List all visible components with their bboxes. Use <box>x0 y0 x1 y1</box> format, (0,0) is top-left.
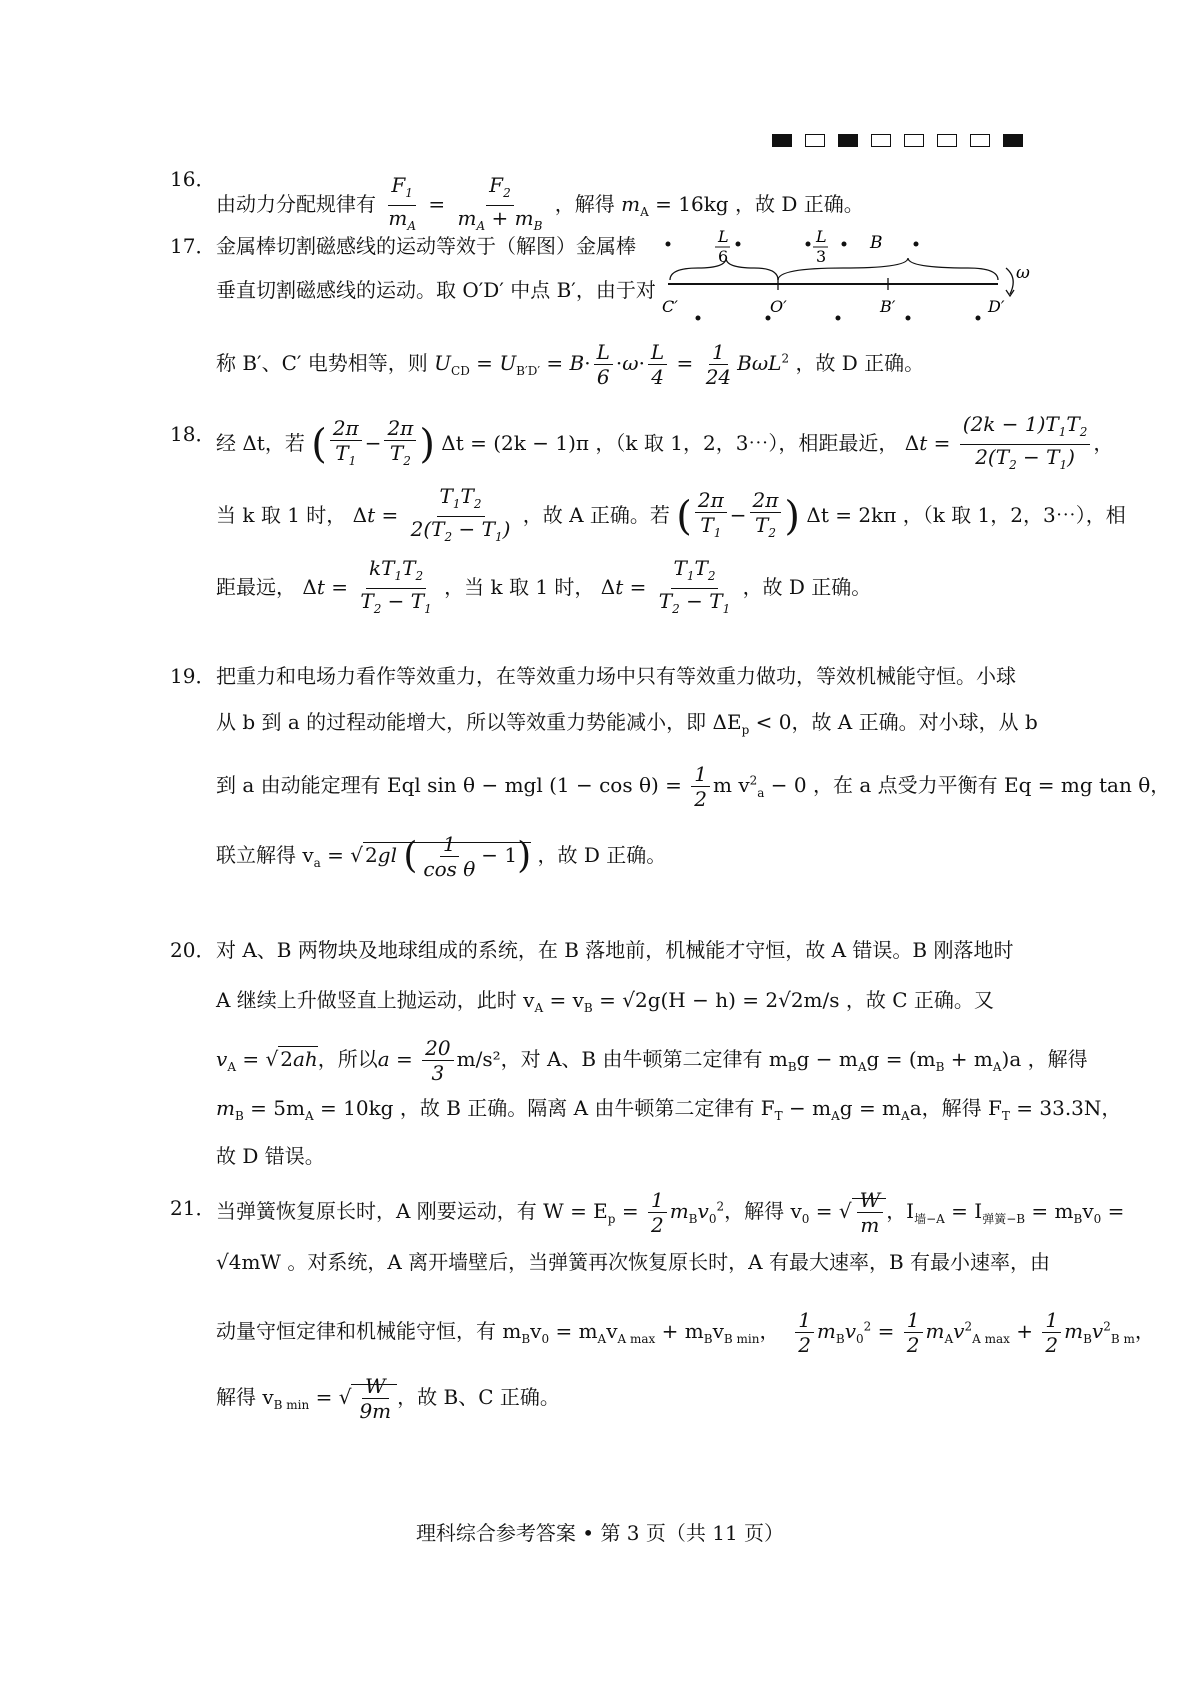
question-number: 17． <box>170 234 216 258</box>
label-O-prime: O′ <box>770 297 787 316</box>
answer-18-line-2: 当 k 取 1 时， Δt = $\frac{T_1T_2}{2(T_2 - T_1)}$ ，故 A 正确。若 ( $\frac{2\pi}{T_1}$ − $\frac{2\pi}{T_2}$ ) Δt = 2kπ ，（k 取 1，2，3⋯），相 <box>216 484 1126 544</box>
answer-21-line-2: √4mW 。对系统，A 离开墙壁后，当弹簧再次恢复原长时，A 有最大速率，B 有最小速率，由 <box>216 1250 1051 1274</box>
fraction: $\frac{F_1}{m_A}$ <box>388 173 416 233</box>
header-mark <box>805 134 825 147</box>
header-mark <box>904 134 924 147</box>
answer-17-line-1: 金属棒切割磁感线的运动等效于（解图）金属棒 <box>216 234 636 258</box>
question-number: 21． <box>170 1196 216 1220</box>
label-C-prime: C′ <box>662 297 678 316</box>
header-marks <box>772 134 1023 147</box>
label-D-prime: D′ <box>988 297 1005 316</box>
header-mark <box>970 134 990 147</box>
label-B: B <box>870 233 883 253</box>
page-footer: 理科综合参考答案 • 第 3 页（共 11 页） <box>415 1521 785 1545</box>
answer-20-line-3: $v_A$ = √ 2ah，所以a = $\frac{20}{3}$ m/s²，对 A、B 由牛顿第二定律有 $m_Bg - m_Ag = (m_B + m_A)a$ ，解得 <box>216 1036 1088 1085</box>
answer-17-line-3: 称 B′、C′ 电势相等，则 $U_{CD} = U_{B'D'} = B\cdot$ $\frac{L}{6}$ ·ω· $\frac{L}{4}$ = $\frac{1}{24}$ BωL$^2$ ，故 D 正确。 <box>216 340 925 389</box>
header-mark <box>937 134 957 147</box>
label-omega: ω <box>1016 263 1030 283</box>
answer-19-line-2: 从 b 到 a 的过程动能增大，所以等效重力势能减小，即 $\Delta E_p < 0$，故 A 正确。对小球，从 b <box>216 710 1038 737</box>
answer-19-line-3: 到 a 由动能定理有 Eql sin θ − mgl (1 − cos θ) = $\frac{1}{2}$ m $v^2_a - 0$ ，在 a 点受力平衡有 Eq = mg tan θ， <box>216 762 1171 811</box>
svg-text:6: 6 <box>718 247 729 266</box>
label-B-prime: B′ <box>880 297 896 316</box>
answer-20-line-2: A 继续上升做竖直上抛运动，此时 $v_A = v_B = √2g(H - h) = 2√2m/s$ ，故 C 正确。又 <box>216 988 994 1015</box>
answer-18-line-3: 距最远， Δt = $\frac{kT_1T_2}{T_2 - T_1}$ ，当 k 取 1 时， Δt = $\frac{T_1T_2}{T_2 - T_1}$ ，故 D 正确。 <box>216 556 872 616</box>
answer-16-line: 由动力分配规律有 $\frac{F_1}{m_A}$ = $\frac{F_2}{m_A + m_B}$ ，解得 $m_A = 16kg$ ，故 D 正确。 <box>216 173 864 238</box>
header-mark <box>772 134 792 147</box>
rod-magnetic-field-figure <box>662 227 1030 340</box>
label-L-3: L <box>816 227 827 246</box>
answer-20-line-4: $m_B = 5m_A = 10kg$ ，故 B 正确。隔离 A 由牛顿第二定律有 $F_T - m_Ag = m_Aa$，解得 $F_T = 33.3N$， <box>216 1096 1122 1123</box>
answer-19-line-4: 联立解得 $v_a$ = √ 2gl ( $\frac{1}{\text{cos θ}}$ − 1) ，故 D 正确。 <box>216 832 667 881</box>
answer-21-line-4: 解得 $v_{B min}$ = √ $\frac{W}{9m}$ ，故 B、C 正确。 <box>216 1374 560 1423</box>
question-number: 18． <box>170 422 216 446</box>
question-number: 20． <box>170 938 216 962</box>
fraction: $\frac{F_2}{m_A + m_B}$ <box>457 173 543 233</box>
answer-21-line-1: 当弹簧恢复原长时，A 刚要运动，有 $W = E_p$ = $\frac{1}{2}$ $m_Bv_0^2$，解得 $v_0$ = √ $\frac{W}{m}$ ，$I_{墙-A} = I_{弹簧-B} = m_Bv_0$ = <box>216 1188 1125 1237</box>
question-number: 16． <box>170 167 216 191</box>
answer-21-line-3: 动量守恒定律和机械能守恒，有 $m_Bv_0 = m_Av_{A max} + m_Bv_{B min}$， $\frac{1}{2}$ $m_Bv_0^2$ = $\frac{1}{2}$ $m_Av^2_{A max}$ + $\frac{1}{2}$ $m_Bv^2_{B m}$， <box>216 1308 1155 1357</box>
svg-text:3: 3 <box>816 247 827 266</box>
header-mark <box>1003 134 1023 147</box>
label-L-6: L <box>718 227 729 246</box>
answer-20-line-5: 故 D 错误。 <box>216 1144 325 1168</box>
header-mark <box>838 134 858 147</box>
answer-20-line-1: 对 A、B 两物块及地球组成的系统，在 B 落地前，机械能才守恒，故 A 错误。B 刚落地时 <box>216 938 1014 962</box>
answer-18-line-1: 经 Δt，若 ( $\frac{2\pi}{T_1}$ − $\frac{2\pi}{T_2}$ ) Δt = (2k − 1)π ，（k 取 1，2，3⋯），相距最近， Δt = $\frac{(2k - 1)T_1T_2}{2(T_2 - T_1)}$ ， <box>216 412 1114 472</box>
answer-19-line-1: 把重力和电场力看作等效重力，在等效重力场中只有等效重力做功，等效机械能守恒。小球 <box>216 664 1016 688</box>
answer-17-line-2: 垂直切割磁感线的运动。取 O′D′ 中点 B′，由于对 <box>216 278 656 302</box>
question-number: 19． <box>170 664 216 688</box>
header-mark <box>871 134 891 147</box>
